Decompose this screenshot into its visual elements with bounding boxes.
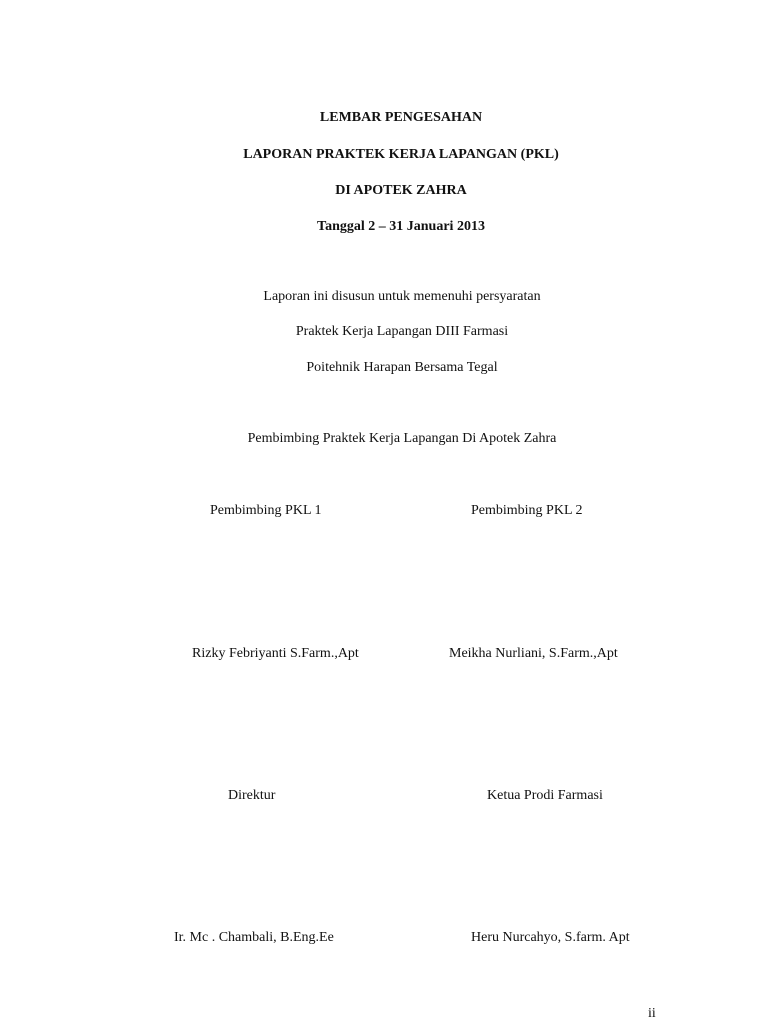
report-title: LAPORAN PRAKTEK KERJA LAPANGAN (PKL) [243,147,559,162]
supervision-heading: Pembimbing Praktek Kerja Lapangan Di Apotek Zahra [247,431,557,446]
purpose-line-3: Poitehnik Harapan Bersama Tegal [306,360,498,375]
purpose-line-1: Laporan ini disusun untuk memenuhi persyaratan [263,289,541,304]
supervisor-2-name: Meikha Nurliani, S.Farm.,Apt [449,646,618,661]
report-date: Tanggal 2 – 31 Januari 2013 [317,219,485,234]
purpose-line-2: Praktek Kerja Lapangan DIII Farmasi [295,324,509,339]
supervisor-1-name: Rizky Febriyanti S.Farm.,Apt [192,646,359,661]
head-of-program-role: Ketua Prodi Farmasi [487,788,603,803]
sheet-title: LEMBAR PENGESAHAN [319,110,483,125]
director-name: Ir. Mc . Chambali, B.Eng.Ee [174,930,334,945]
supervisor-1-role: Pembimbing PKL 1 [210,503,322,518]
report-location: DI APOTEK ZAHRA [335,183,467,198]
director-role: Direktur [228,788,276,803]
page-number: ii [648,1006,656,1021]
supervisor-2-role: Pembimbing PKL 2 [471,503,583,518]
head-of-program-name: Heru Nurcahyo, S.farm. Apt [471,930,630,945]
